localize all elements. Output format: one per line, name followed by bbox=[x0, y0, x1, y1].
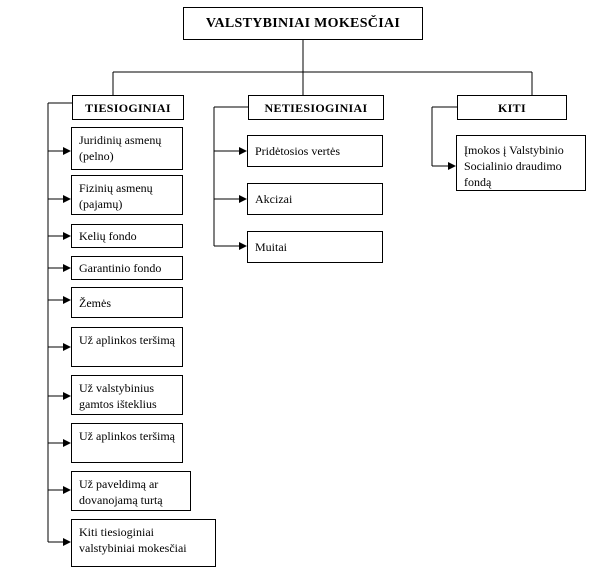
other-item-label: Įmokos į Valstybinio Socialinio draudimo fondą bbox=[464, 143, 564, 189]
direct-item-label: Už valstybinius gamtos išteklius bbox=[79, 381, 157, 411]
root-title: VALSTYBINIAI MOKESČIAI bbox=[205, 15, 401, 31]
direct-item bbox=[71, 256, 183, 280]
category-direct-label: TIESIOGINIAI bbox=[85, 100, 171, 115]
direct-item bbox=[71, 519, 216, 567]
direct-item-label: Už paveldimą ar dovanojamą turtą bbox=[79, 477, 163, 507]
direct-item bbox=[71, 327, 183, 367]
direct-item bbox=[71, 287, 183, 318]
direct-item bbox=[71, 127, 183, 170]
other-item bbox=[456, 135, 586, 191]
direct-item-label: Garantinio fondo bbox=[79, 261, 162, 275]
direct-item bbox=[71, 175, 183, 215]
indirect-item-label: Pridėtosios vertės bbox=[255, 144, 340, 158]
direct-item-label: Už aplinkos teršimą bbox=[79, 333, 175, 347]
category-indirect bbox=[248, 95, 384, 120]
direct-item-label: Fizinių asmenų (pajamų) bbox=[79, 181, 153, 211]
indirect-item-label: Muitai bbox=[255, 240, 287, 254]
root-node bbox=[183, 7, 423, 40]
direct-item-label: Už aplinkos teršimą bbox=[79, 429, 175, 443]
category-other bbox=[457, 95, 567, 120]
direct-item bbox=[71, 224, 183, 248]
category-indirect-label: NETIESIOGINIAI bbox=[264, 100, 368, 115]
indirect-item bbox=[247, 231, 383, 263]
direct-item-label: Kelių fondo bbox=[79, 229, 137, 243]
direct-item bbox=[71, 471, 191, 511]
indirect-item-label: Akcizai bbox=[255, 192, 293, 206]
direct-item-label: Juridinių asmenų (pelno) bbox=[79, 133, 162, 163]
direct-item bbox=[71, 375, 183, 415]
indirect-item bbox=[247, 135, 383, 167]
category-other-label: KITI bbox=[498, 100, 526, 115]
direct-item bbox=[71, 423, 183, 463]
direct-item-label: Žemės bbox=[79, 295, 111, 310]
indirect-item bbox=[247, 183, 383, 215]
direct-item-label: Kiti tiesioginiai valstybiniai mokesčiai bbox=[79, 525, 187, 555]
category-direct bbox=[72, 95, 184, 120]
